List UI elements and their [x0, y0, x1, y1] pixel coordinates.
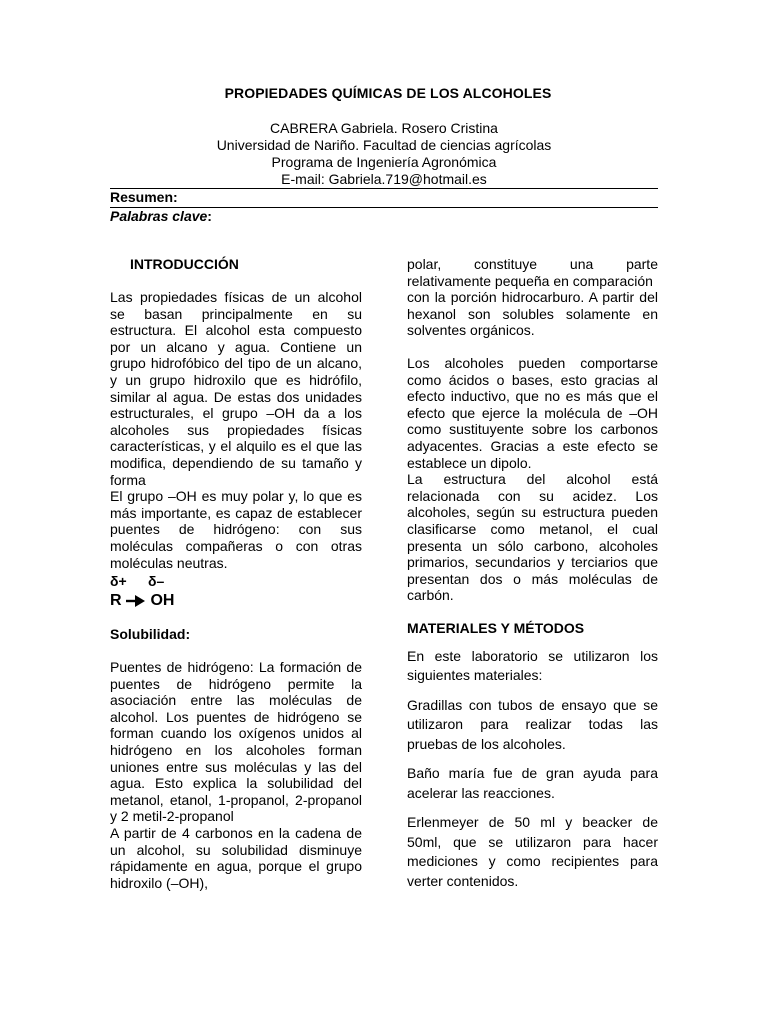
r-group: R [110, 592, 122, 610]
r-oh-bond [110, 591, 362, 610]
spacer [407, 803, 658, 813]
intro-paragraph-1: Las propiedades físicas de un alcohol se basan principalmente en su estructura. El alcohol esta compuesto por un alcano y agua. Contiene un grupo hidrofóbico del tipo de un alcano, y un grupo hidroxilo que es hidrófilo, similar al agua. De estas dos unidades estructurales, el grupo –OH da a los alcoholes sus propiedades físicas características, y el alquilo es el que las modifica, dependiendo de su tamaño y forma [110, 289, 362, 488]
delta-minus: δ– [148, 573, 165, 590]
spacer [407, 686, 658, 696]
left-column [110, 256, 362, 891]
divider-top [110, 188, 658, 189]
affiliation: Universidad de Nariño. Facultad de ciencias agrícolas [216, 137, 552, 153]
methods-paragraph-1: En este laboratorio se utilizaron los siguientes materiales: [407, 647, 658, 684]
methods-paragraph-2: Gradillas con tubos de ensayo que se utilizaron para realizar todas las pruebas de los alcoholes. [407, 696, 658, 752]
author-block [0, 120, 768, 188]
acidity-paragraph-2: La estructura del alcohol está relacionada con su acidez. Los alcoholes, según su estructura pueden clasificarse como metanol, el cual presenta un sólo carbono, alcoholes primarios, secundarios y terciarios que presentan dos o más moléculas de carbón. [407, 471, 658, 604]
methods-paragraph-3: Baño maría fue de gran ayuda para acelerar las reacciones. [407, 765, 658, 801]
right-column [407, 256, 658, 891]
solubility-heading: Solubilidad: [110, 626, 191, 643]
email: E-mail: Gabriela.719@hotmail.es [281, 171, 487, 187]
arrow-right-icon [126, 594, 146, 608]
methods-paragraph-4: Erlenmeyer de 50 ml y beacker de 50ml, que se utilizaron para hacer mediciones y como recipientes para verter contenidos. [407, 814, 658, 889]
spacer [110, 643, 362, 659]
keywords-label: Palabras clave [110, 208, 208, 224]
polarity-formula [110, 573, 362, 610]
oh-group: OH [150, 592, 175, 610]
spacer [407, 604, 658, 620]
methods-heading: MATERIALES Y MÉTODOS [407, 619, 585, 636]
solubility-paragraph-1: Puentes de hidrógeno: La formación de puentes de hidrógeno permite la asociación entre las moléculas de alcohol. Los puentes de hidrógeno se forman cuando los oxígenos unidos al hidrógeno en los alcoholes forman uniones entre sus moléculas y las del agua. Esto explica la solubilidad del metanol, etanol, 1-propanol, 2-propanol y 2 metil-2-propanol [110, 659, 362, 825]
program: Programa de Ingeniería Agronómica [271, 154, 497, 170]
spacer [407, 637, 658, 647]
delta-plus: δ+ [110, 573, 127, 590]
continued-paragraph-end: con la porción hidrocarburo. A partir del hexanol son solubles solamente en solventes orgánicos. [407, 289, 658, 339]
spacer [407, 754, 658, 764]
author-names: CABRERA Gabriela. Rosero Cristina [270, 120, 498, 136]
spacer [110, 610, 362, 626]
continued-paragraph-start: polar, constituye una parte relativamente pequeña en comparación [407, 256, 658, 289]
acidity-paragraph-1: Los alcoholes pueden comportarse como ácidos o bases, esto gracias al efecto inductivo, que no es más que el efecto que ejerce la molécula de –OH como sustituyente sobre los carbonos adyacentes. Gracias a este efecto se establece un dipolo. [407, 354, 658, 471]
intro-paragraph-2: El grupo –OH es muy polar y, lo que es más importante, es capaz de establecer puentes de hidrógeno: con sus moléculas compañeras o con otras moléculas neutras. [110, 488, 362, 571]
introduction-heading: INTRODUCCIÓN [130, 256, 239, 272]
paper-title: PROPIEDADES QUÍMICAS DE LOS ALCOHOLES [224, 85, 552, 101]
partial-charges [110, 573, 362, 591]
spacer [407, 339, 658, 355]
abstract-label: Resumen: [110, 189, 178, 205]
keywords-colon: : [207, 208, 212, 224]
spacer [110, 273, 362, 289]
keywords-line [110, 208, 212, 225]
solubility-paragraph-2: A partir de 4 carbonos en la cadena de un alcohol, su solubilidad disminuye rápidamente en agua, porque el grupo hidroxilo (–OH), [110, 825, 362, 891]
